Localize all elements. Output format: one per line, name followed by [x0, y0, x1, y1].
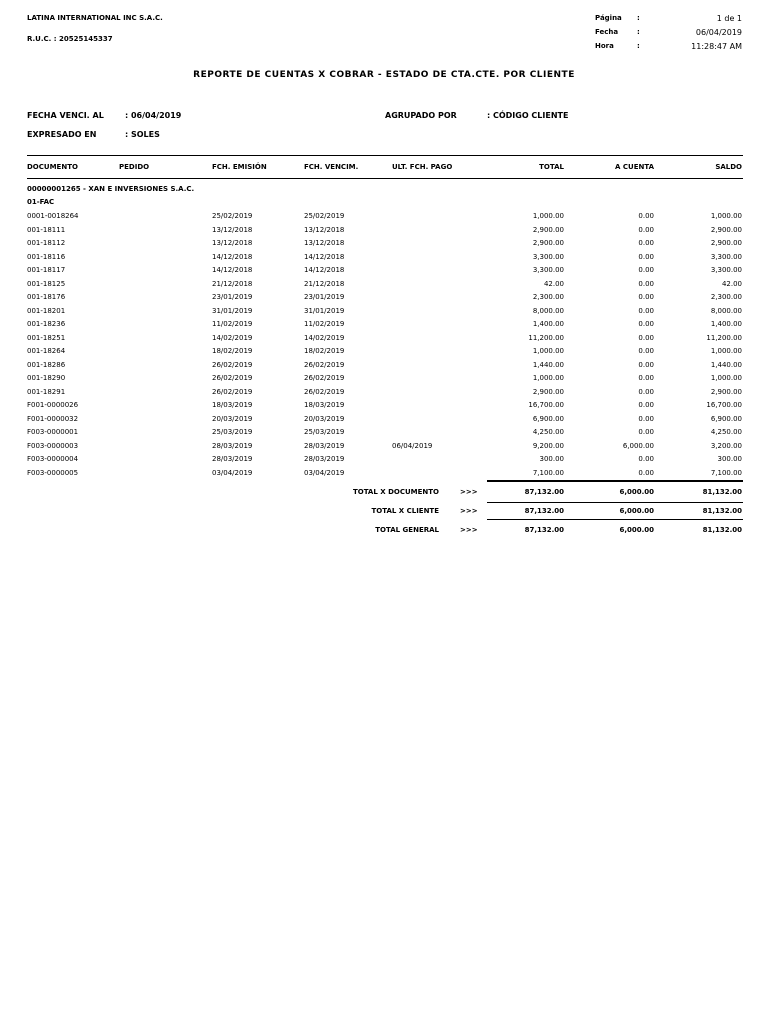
cell-total: 9,200.00 [532, 441, 564, 450]
cell-fch-emision: 20/03/2019 [212, 414, 253, 423]
hora-colon: : [637, 42, 640, 50]
cell-documento: F003-0000003 [27, 441, 79, 450]
cell-a-cuenta: 0.00 [638, 279, 654, 288]
table-row [0, 307, 768, 321]
client-group-label: 00000001265 - XAN E INVERSIONES S.A.C. [27, 185, 195, 193]
cell-documento: 001-18251 [27, 333, 66, 342]
cell-documento: 001-18291 [27, 387, 66, 396]
cell-documento: 0001-0018264 [27, 212, 79, 220]
total-amount: 87,132.00 [524, 526, 564, 534]
cell-total: 42.00 [543, 279, 564, 288]
cell-documento: 001-18176 [27, 293, 66, 301]
cell-fch-emision: 28/03/2019 [212, 455, 253, 463]
cell-fch-vencim: 14/12/2018 [304, 266, 345, 274]
cell-documento: F001-0000026 [27, 401, 79, 409]
table-row [0, 455, 768, 469]
cell-a-cuenta: 0.00 [638, 401, 654, 409]
col-ult-fch-pago: ULT. FCH. PAGO [392, 163, 453, 171]
cell-fch-emision: 13/12/2018 [212, 225, 253, 234]
total-label: TOTAL GENERAL [375, 526, 439, 534]
fecha-label: Fecha [595, 28, 619, 36]
cell-a-cuenta: 0.00 [638, 360, 654, 369]
cell-saldo: 1,440.00 [710, 360, 742, 369]
cell-fch-vencim: 28/03/2019 [304, 455, 345, 463]
col-pedido: PEDIDO [119, 163, 150, 171]
cell-fch-emision: 26/02/2019 [212, 387, 253, 396]
cell-total: 16,700.00 [528, 401, 564, 409]
cell-documento: 001-18201 [27, 306, 66, 315]
cell-documento: 001-18112 [27, 239, 66, 247]
total-amount: 87,132.00 [524, 507, 564, 515]
cell-fch-vencim: 18/03/2019 [304, 401, 345, 409]
col-saldo: SALDO [715, 163, 742, 171]
cell-total: 1,400.00 [532, 320, 564, 328]
cell-documento: 001-18125 [27, 279, 66, 288]
table-row [0, 361, 768, 375]
cell-fch-emision: 18/03/2019 [212, 401, 253, 409]
cell-a-cuenta: 0.00 [638, 374, 654, 382]
totals-rule-2 [487, 502, 743, 503]
cell-fch-emision: 03/04/2019 [212, 468, 253, 477]
cell-saldo: 3,300.00 [710, 266, 742, 274]
header-bottom-rule [27, 178, 743, 179]
cell-total: 11,200.00 [528, 333, 564, 342]
cell-fch-emision: 14/12/2018 [212, 252, 253, 261]
total-saldo: 81,132.00 [702, 507, 742, 515]
col-documento: DOCUMENTO [27, 163, 78, 171]
cell-fch-vencim: 26/02/2019 [304, 374, 345, 382]
cell-fch-vencim: 25/03/2019 [304, 428, 345, 436]
cell-documento: 001-18111 [27, 225, 66, 234]
cell-a-cuenta: 0.00 [638, 225, 654, 234]
cell-saldo: 16,700.00 [706, 401, 742, 409]
table-row [0, 334, 768, 348]
cell-documento: 001-18236 [27, 320, 66, 328]
total-amount: 87,132.00 [524, 488, 564, 496]
cell-saldo: 3,200.00 [710, 441, 742, 450]
cell-total: 2,300.00 [532, 293, 564, 301]
total-a-cuenta: 6,000.00 [619, 526, 654, 534]
expresado-label: EXPRESADO EN [27, 130, 97, 139]
cell-documento: F001-0000032 [27, 414, 79, 423]
cell-fch-vencim: 23/01/2019 [304, 293, 345, 301]
cell-fch-vencim: 26/02/2019 [304, 387, 345, 396]
doc-type-label: 01-FAC [27, 198, 55, 206]
cell-saldo: 42.00 [721, 279, 742, 288]
total-arrow: >>> [460, 507, 478, 515]
cell-saldo: 2,900.00 [710, 239, 742, 247]
table-row [0, 388, 768, 402]
cell-documento: 001-18264 [27, 347, 66, 355]
cell-total: 3,300.00 [532, 266, 564, 274]
cell-documento: F003-0000004 [27, 455, 79, 463]
cell-fch-vencim: 11/02/2019 [304, 320, 345, 328]
table-row [0, 320, 768, 334]
total-arrow: >>> [460, 526, 478, 534]
cell-a-cuenta: 0.00 [638, 212, 654, 220]
cell-saldo: 7,100.00 [710, 468, 742, 477]
cell-fch-vencim: 25/02/2019 [304, 212, 345, 220]
cell-documento: F003-0000005 [27, 468, 79, 477]
total-arrow: >>> [460, 488, 478, 496]
total-saldo: 81,132.00 [702, 526, 742, 534]
report-title: REPORTE DE CUENTAS X COBRAR - ESTADO DE CTA.CTE. POR CLIENTE [193, 70, 575, 80]
cell-fch-vencim: 26/02/2019 [304, 360, 345, 369]
cell-fch-vencim: 03/04/2019 [304, 468, 345, 477]
cell-saldo: 4,250.00 [710, 428, 742, 436]
cell-total: 1,000.00 [532, 374, 564, 382]
cell-fch-emision: 25/02/2019 [212, 212, 253, 220]
cell-saldo: 11,200.00 [706, 333, 742, 342]
cell-total: 1,440.00 [532, 360, 564, 369]
table-row [0, 442, 768, 456]
cell-total: 6,900.00 [532, 414, 564, 423]
cell-a-cuenta: 0.00 [638, 239, 654, 247]
cell-saldo: 2,900.00 [710, 225, 742, 234]
header-top-rule [27, 155, 743, 156]
cell-fch-emision: 11/02/2019 [212, 320, 253, 328]
total-a-cuenta: 6,000.00 [619, 488, 654, 496]
cell-documento: 001-18286 [27, 360, 66, 369]
expresado-value: : SOLES [125, 130, 160, 139]
cell-total: 2,900.00 [532, 225, 564, 234]
cell-a-cuenta: 0.00 [638, 455, 654, 463]
cell-documento: 001-18290 [27, 374, 66, 382]
cell-a-cuenta: 6,000.00 [622, 441, 654, 450]
cell-fch-emision: 26/02/2019 [212, 360, 253, 369]
cell-fch-emision: 13/12/2018 [212, 239, 253, 247]
cell-fch-emision: 14/02/2019 [212, 333, 253, 342]
cell-saldo: 1,400.00 [710, 320, 742, 328]
cell-fch-emision: 28/03/2019 [212, 441, 253, 450]
agrupado-label: AGRUPADO POR [385, 111, 457, 120]
cell-a-cuenta: 0.00 [638, 347, 654, 355]
table-row [0, 347, 768, 361]
col-fch-vencim: FCH. VENCIM. [304, 163, 359, 171]
company-ruc: R.U.C. : 20525145337 [27, 35, 113, 43]
total-saldo: 81,132.00 [702, 488, 742, 496]
cell-fch-vencim: 18/02/2019 [304, 347, 345, 355]
cell-total: 4,250.00 [532, 428, 564, 436]
cell-total: 300.00 [539, 455, 564, 463]
cell-fch-emision: 14/12/2018 [212, 266, 253, 274]
fecha-venci-label: FECHA VENCI. AL [27, 111, 104, 120]
cell-fch-vencim: 21/12/2018 [304, 279, 345, 288]
cell-fch-vencim: 31/01/2019 [304, 306, 345, 315]
agrupado-value: : CÓDIGO CLIENTE [487, 111, 569, 120]
table-row [0, 374, 768, 388]
cell-fch-vencim: 14/02/2019 [304, 333, 345, 342]
cell-a-cuenta: 0.00 [638, 428, 654, 436]
cell-a-cuenta: 0.00 [638, 306, 654, 315]
cell-saldo: 1,000.00 [710, 374, 742, 382]
cell-saldo: 2,300.00 [710, 293, 742, 301]
cell-total: 8,000.00 [532, 306, 564, 315]
cell-total: 1,000.00 [532, 347, 564, 355]
cell-documento: F003-0000001 [27, 428, 79, 436]
cell-a-cuenta: 0.00 [638, 414, 654, 423]
table-row [0, 428, 768, 442]
cell-fch-vencim: 20/03/2019 [304, 414, 345, 423]
table-row [0, 280, 768, 294]
col-total: TOTAL [539, 163, 564, 171]
cell-a-cuenta: 0.00 [638, 252, 654, 261]
cell-total: 3,300.00 [532, 252, 564, 261]
cell-total: 2,900.00 [532, 239, 564, 247]
table-row [0, 415, 768, 429]
col-fch-emision: FCH. EMISIÓN [212, 163, 267, 171]
total-label: TOTAL X DOCUMENTO [352, 488, 439, 496]
cell-saldo: 8,000.00 [710, 306, 742, 315]
cell-total: 7,100.00 [532, 468, 564, 477]
cell-fch-emision: 25/03/2019 [212, 428, 253, 436]
cell-fch-vencim: 28/03/2019 [304, 441, 345, 450]
cell-saldo: 6,900.00 [710, 414, 742, 423]
pagina-label: Página [595, 14, 622, 22]
table-row [0, 226, 768, 240]
cell-saldo: 1,000.00 [710, 347, 742, 355]
cell-a-cuenta: 0.00 [638, 387, 654, 396]
cell-fch-emision: 23/01/2019 [212, 293, 253, 301]
cell-saldo: 1,000.00 [710, 212, 742, 220]
cell-a-cuenta: 0.00 [638, 320, 654, 328]
totals-rule-3 [487, 519, 743, 520]
table-row [0, 401, 768, 415]
table-row [0, 212, 768, 226]
col-a-cuenta: A CUENTA [615, 163, 654, 171]
cell-saldo: 3,300.00 [710, 252, 742, 261]
total-label: TOTAL X CLIENTE [371, 507, 439, 515]
cell-a-cuenta: 0.00 [638, 266, 654, 274]
cell-documento: 001-18117 [27, 266, 66, 274]
cell-fch-vencim: 14/12/2018 [304, 252, 345, 261]
cell-fch-emision: 21/12/2018 [212, 279, 253, 288]
pagina-value: 1 de 1 [716, 14, 742, 23]
table-row [0, 253, 768, 267]
cell-fch-vencim: 13/12/2018 [304, 239, 345, 247]
cell-total: 2,900.00 [532, 387, 564, 396]
cell-fch-emision: 26/02/2019 [212, 374, 253, 382]
fecha-venci-value: : 06/04/2019 [125, 111, 182, 120]
total-a-cuenta: 6,000.00 [619, 507, 654, 515]
table-row [0, 239, 768, 253]
cell-saldo: 2,900.00 [710, 387, 742, 396]
totals-rule-1 [487, 480, 743, 482]
table-row [0, 293, 768, 307]
company-name: LATINA INTERNATIONAL INC S.A.C. [27, 14, 163, 22]
cell-a-cuenta: 0.00 [638, 468, 654, 477]
fecha-colon: : [637, 28, 640, 36]
cell-fch-vencim: 13/12/2018 [304, 225, 345, 234]
cell-a-cuenta: 0.00 [638, 293, 654, 301]
cell-fch-emision: 31/01/2019 [212, 306, 253, 315]
cell-saldo: 300.00 [717, 455, 742, 463]
fecha-value: 06/04/2019 [695, 28, 742, 37]
pagina-colon: : [637, 14, 640, 22]
cell-documento: 001-18116 [27, 252, 66, 261]
table-row [0, 266, 768, 280]
hora-label: Hora [595, 42, 614, 50]
cell-a-cuenta: 0.00 [638, 333, 654, 342]
cell-fch-emision: 18/02/2019 [212, 347, 253, 355]
hora-value: 11:28:47 AM [691, 42, 742, 51]
cell-total: 1,000.00 [532, 212, 564, 220]
cell-ult-fch-pago: 06/04/2019 [392, 441, 433, 450]
